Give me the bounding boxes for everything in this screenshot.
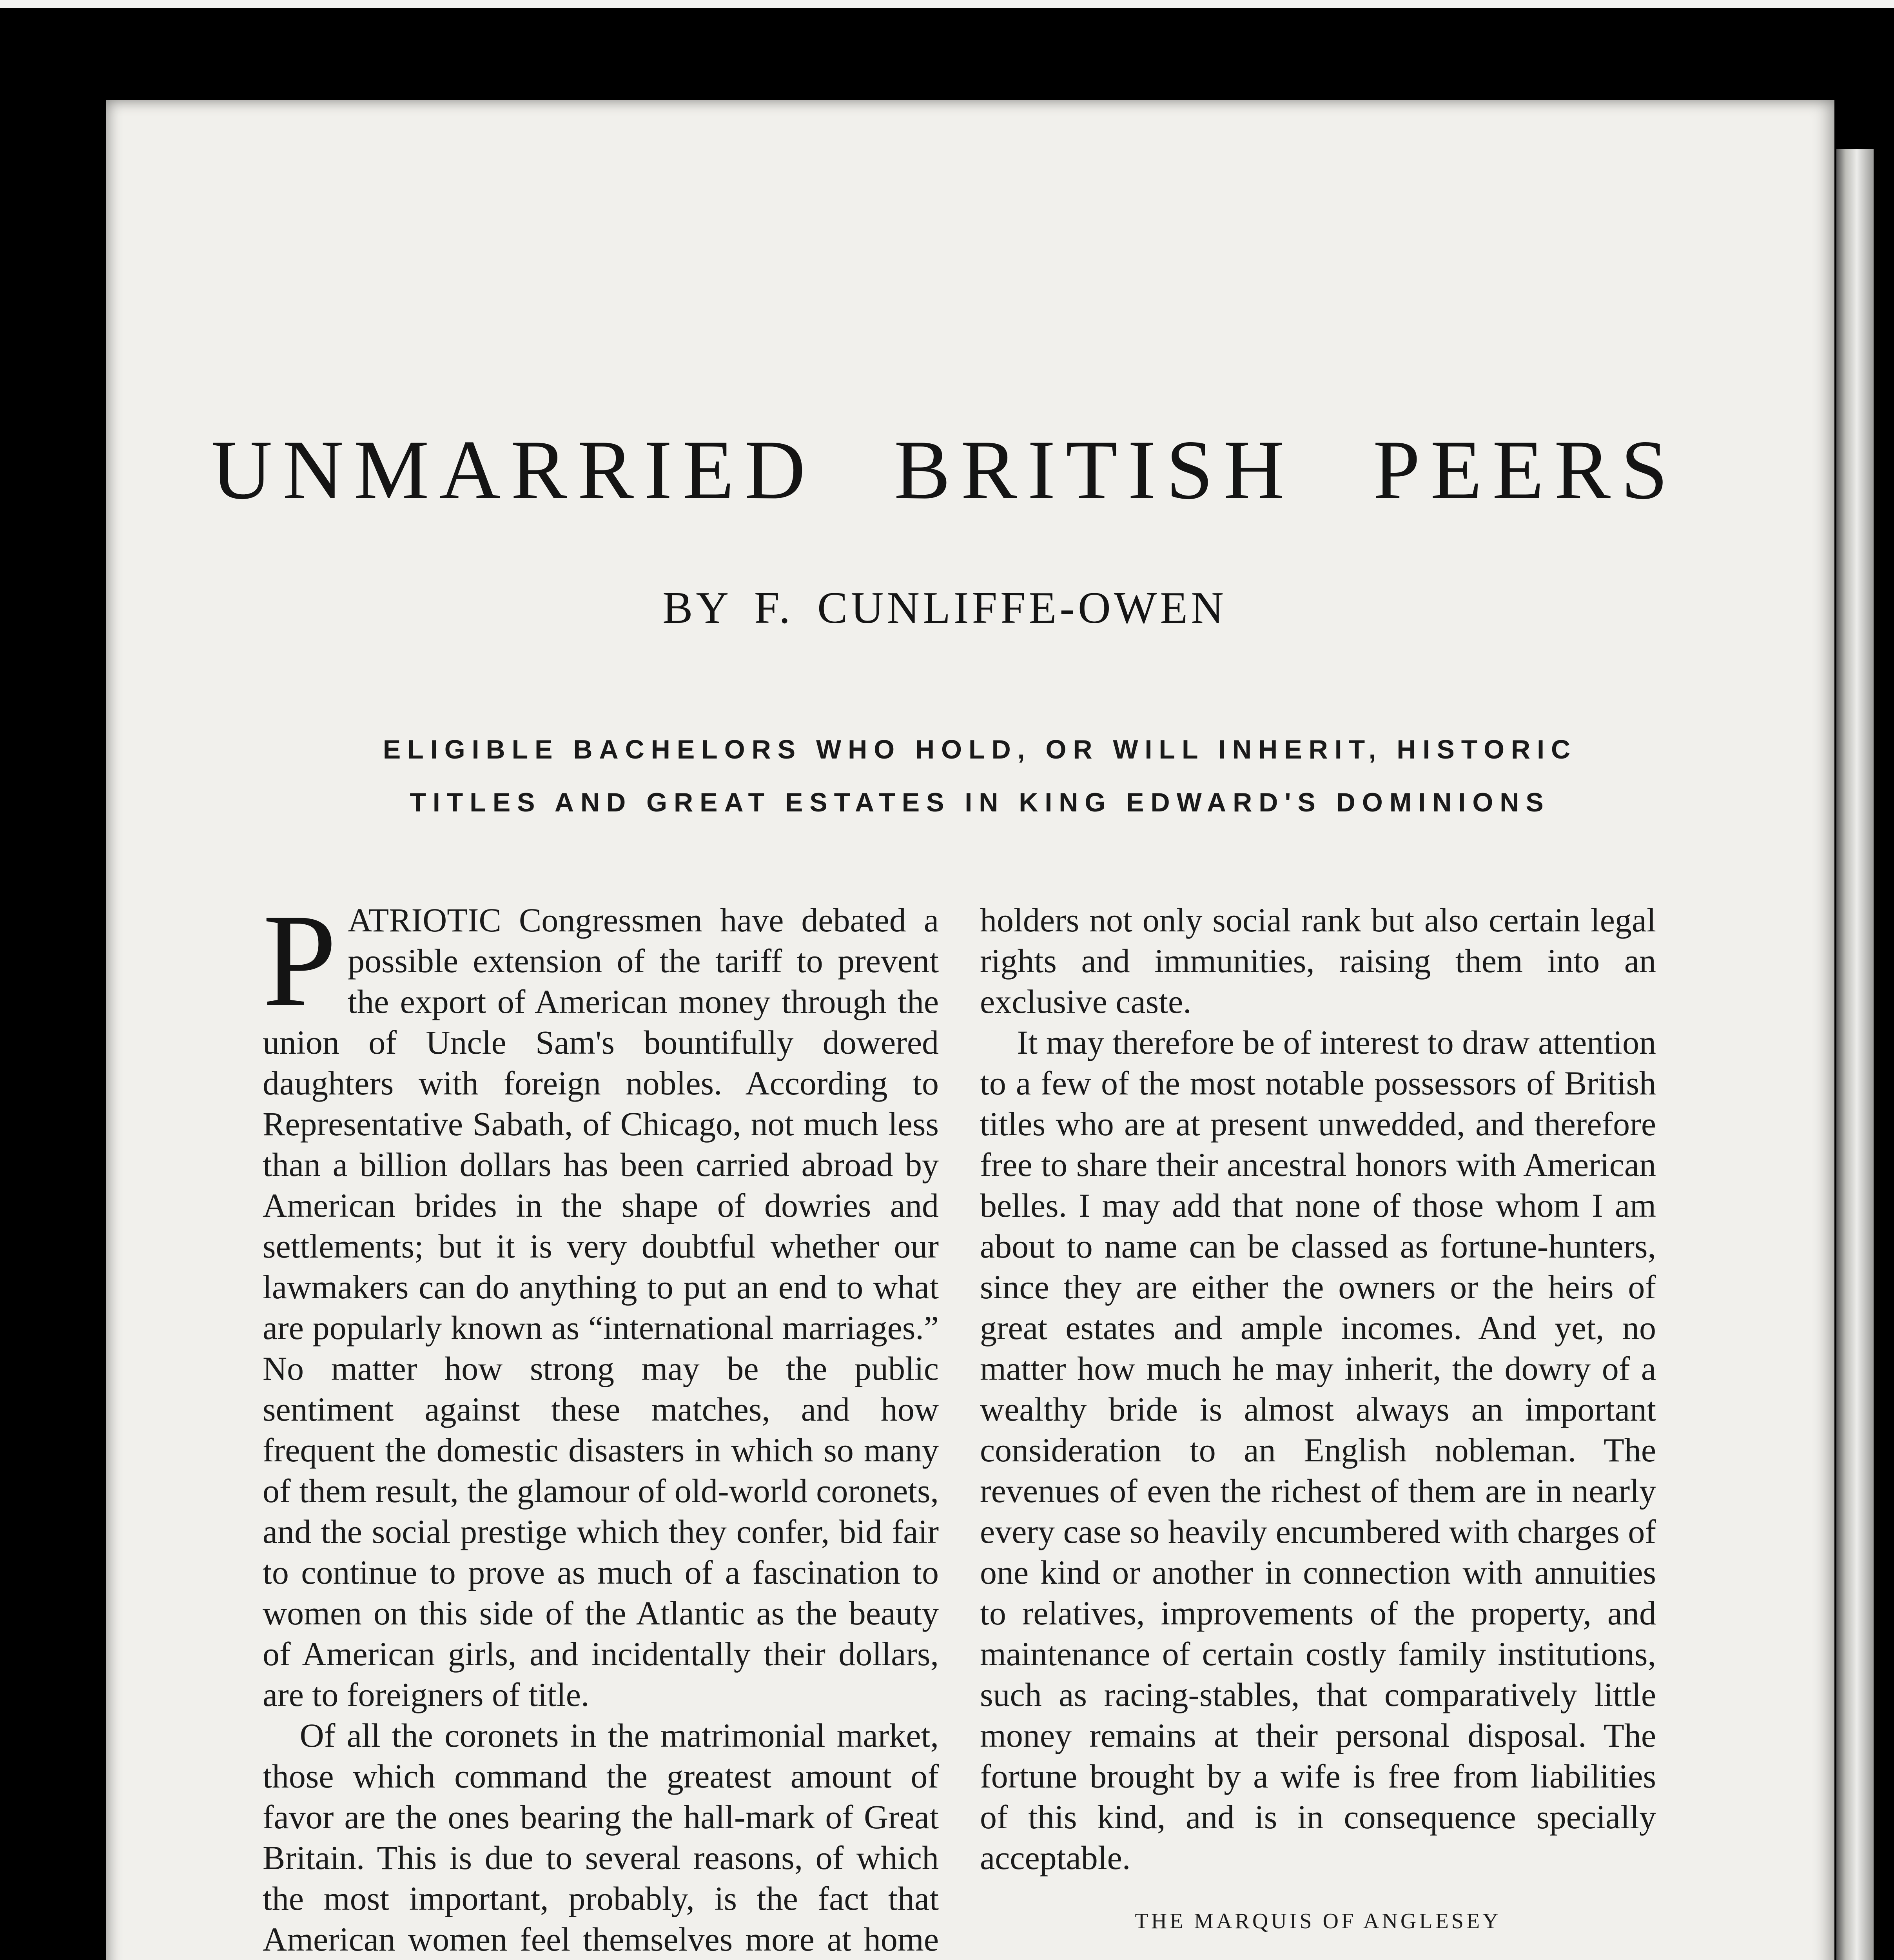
paragraph-1 <box>263 886 939 1715</box>
paragraph-4: It may therefore be of interest to draw attention to a few of the most notable possessors of British titles who are at present unwedded, and therefore free to share their ancestral honors with American belles. I may add that none of those whom I am about to name can be classed as fortune-hunters, since they are either the owners or the heirs of great estates and ample incomes. And yet, no matter how much he may inherit, the dowry of a wealthy bride is almost always an important consideration to an English nobleman. The revenues of even the richest of them are in nearly every case so heavily encumbered with charges of one kind or another in connection with annuities to relatives, improvements of the property, and maintenance of certain costly family institutions, such as racing-stables, that comparatively little money remains at their personal disposal. The fortune brought by a wife is free from liabilities of this kind, and is in consequence specially acceptable. <box>980 1024 1656 1877</box>
article-byline: BY F. CUNLIFFE-OWEN <box>662 583 1227 633</box>
subheading-line-1: ELIGIBLE BACHELORS WHO HOLD, OR WILL INHERIT, HISTORIC <box>383 735 1577 764</box>
article-title: UNMARRIED BRITISH PEERS <box>211 423 1678 517</box>
paragraph-3: holders not only social rank but also certain legal rights and immunities, raising them into an exclusive caste. <box>980 901 1656 1020</box>
drop-cap: P <box>263 886 337 1034</box>
paragraph-2: Of all the coronets in the matrimonial market, those which command the greatest amount of favor are the ones bearing the hall-mark of Great Britain. This is due to several reasons, of which the most important, probably, is the fact that American women feel themselves more at home <box>263 1717 939 1958</box>
section-heading: THE MARQUIS OF ANGLESEY <box>1135 1909 1501 1933</box>
subheading-line-2: TITLES AND GREAT ESTATES IN KING EDWARD'S DOMINIONS <box>410 788 1550 817</box>
left-column <box>263 886 939 1960</box>
scan-top-edge <box>0 0 1894 8</box>
article-subheading <box>235 723 1725 829</box>
magazine-page <box>106 100 1834 1960</box>
right-column <box>980 900 1656 1960</box>
paragraph-1-text: ATRIOTIC Congressmen have debated a possible extension of the tariff to prevent the export of American money through the union of Uncle Sam's bountifully dowered daughters with foreign nobles. According to Representative Sabath, of Chicago, not much less than a billion dollars has been carried abroad by American brides in the shape of dowries and settlements; but it is very doubtful whether our lawmakers can do anything to put an end to what are popularly known as “international marriages.” No matter how strong may be the public sentiment against these matches, and how frequent the domestic disasters in which so many of them result, the glamour of old-world coronets, and the social prestige which they confer, bid fair to continue to prove as much of a fascination to women on this side of the Atlantic as the beauty of American girls, and incidentally their dollars, are to foreigners of title. <box>263 901 939 1713</box>
book-spine-edge <box>1836 149 1874 1960</box>
